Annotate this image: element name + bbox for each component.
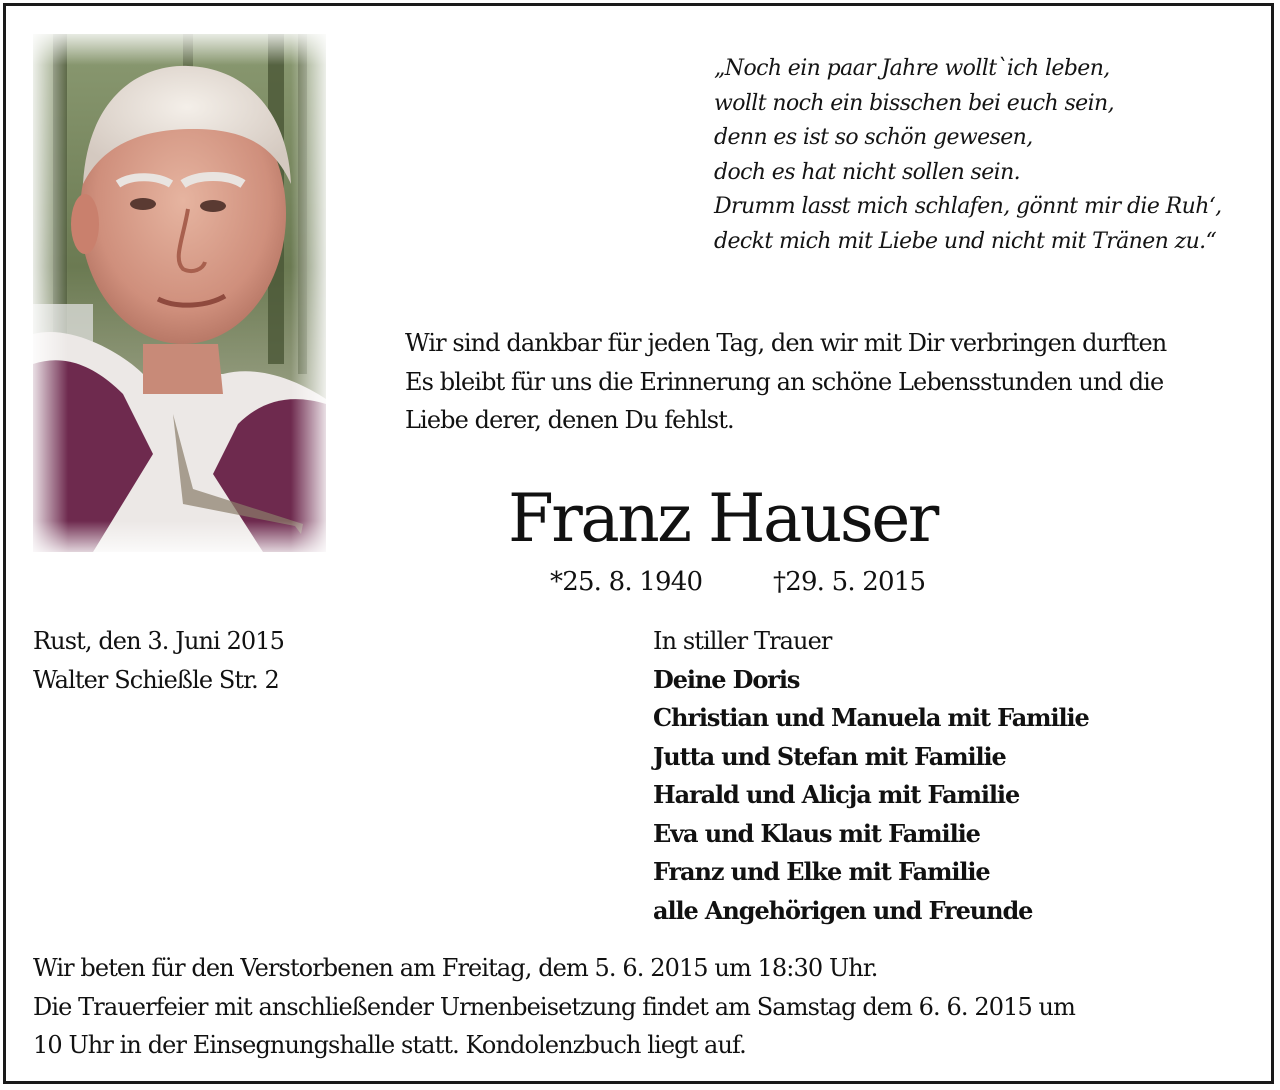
- mourner-name: Eva und Klaus mit Familie: [653, 818, 980, 848]
- death-date: †29. 5. 2015: [773, 567, 926, 597]
- service-line: Wir beten für den Verstorbenen am Freitag, dem 5. 6. 2015 um 18:30 Uhr.: [33, 954, 878, 982]
- service-line: Die Trauerfeier mit anschließender Urnenbeisetzung findet am Samstag dem 6. 6. 2015 um: [33, 992, 1075, 1021]
- portrait-photo: [33, 34, 326, 552]
- mourners-heading: In stiller Trauer: [653, 627, 832, 655]
- mourner-name: Harald und Alicja mit Familie: [653, 780, 1020, 809]
- mourners-list: [653, 622, 1263, 930]
- poem-line: doch es hat nicht sollen sein.: [714, 159, 1021, 185]
- poem-line: Drumm lasst mich schlafen, gönnt mir die Ruh‘,: [714, 194, 1222, 219]
- mourner-name: Franz und Elke mit Familie: [653, 857, 990, 886]
- service-line: 10 Uhr in der Einsegnungshalle statt. Kondolenzbuch liegt auf.: [33, 1031, 746, 1059]
- intro-text: [405, 324, 1265, 440]
- mourner-name: Christian und Manuela mit Familie: [653, 703, 1089, 732]
- place-and-address: [33, 622, 433, 699]
- place-date-line: Rust, den 3. Juni 2015: [33, 627, 285, 655]
- mourner-name: Deine Doris: [653, 664, 800, 694]
- intro-line: Wir sind dankbar für jeden Tag, den wir mit Dir verbringen durften: [405, 329, 1167, 357]
- service-info: [33, 949, 1263, 1065]
- intro-line: Liebe derer, denen Du fehlst.: [405, 406, 734, 434]
- poem-line: deckt mich mit Liebe und nicht mit Tränen zu.“: [714, 228, 1217, 254]
- poem-line: „Noch ein paar Jahre wollt`ich leben,: [714, 56, 1110, 81]
- deceased-name: Franz Hauser: [508, 480, 937, 557]
- birth-date: *25. 8. 1940: [550, 567, 703, 597]
- poem-line: denn es ist so schön gewesen,: [714, 125, 1033, 150]
- poem-line: wollt noch ein bisschen bei euch sein,: [714, 90, 1114, 116]
- address-line: Walter Schießle Str. 2: [33, 665, 279, 694]
- intro-line: Es bleibt für uns die Erinnerung an schöne Lebensstunden und die: [405, 367, 1164, 396]
- poem: [714, 52, 1254, 259]
- mourner-name: alle Angehörigen und Freunde: [653, 895, 1033, 925]
- mourner-name: Jutta und Stefan mit Familie: [653, 741, 1006, 771]
